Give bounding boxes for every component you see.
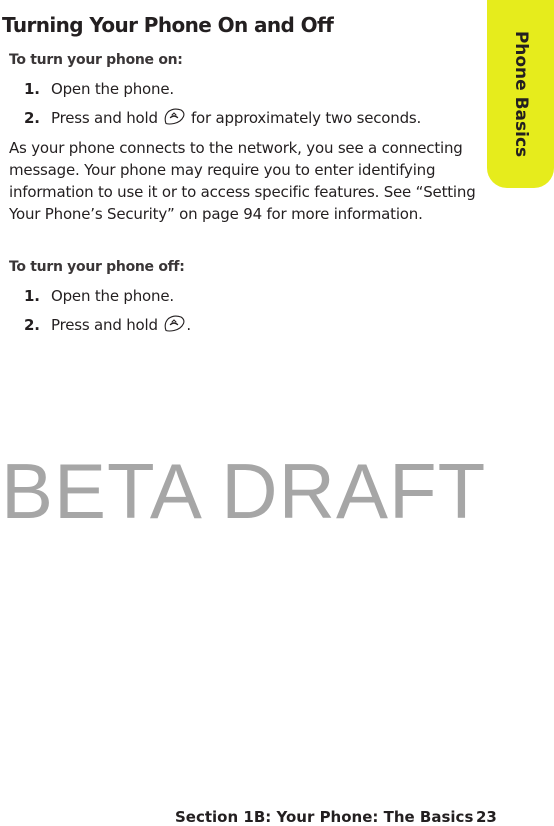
footer-section-title: Section 1B: Your Phone: The Basics <box>175 808 474 826</box>
page-title: Turning Your Phone On and Off <box>2 13 334 37</box>
turn-on-heading: To turn your phone on: <box>9 52 183 68</box>
step-text-before: Press and hold <box>51 316 158 334</box>
step-number: 2. <box>24 109 40 127</box>
step-number: 1. <box>24 287 40 305</box>
turn-on-step-1 <box>24 80 174 98</box>
beta-draft-watermark: BETA DRAFT <box>1 447 487 535</box>
step-text: Open the phone. <box>51 80 174 98</box>
connecting-paragraph: As your phone connects to the network, you see a connecting message. Your phone may require you to enter identifying information to use it or to access specific features. See “Setting Your Phone’s Security” on page 94 for more information. <box>9 139 476 223</box>
step-text-before: Press and hold <box>51 109 158 127</box>
step-number: 1. <box>24 80 40 98</box>
turn-off-step-1 <box>24 287 174 305</box>
turn-off-heading: To turn your phone off: <box>9 259 185 275</box>
footer-page-number: 23 <box>476 808 497 826</box>
step-text-after: . <box>186 316 191 334</box>
turn-on-step-2 <box>24 108 421 127</box>
step-text-after: for approximately two seconds. <box>190 109 422 127</box>
side-tab <box>487 0 554 188</box>
end-key-icon <box>162 108 186 125</box>
step-number: 2. <box>24 316 40 334</box>
step-text: Open the phone. <box>51 287 174 305</box>
end-key-icon <box>162 315 186 332</box>
side-tab-label: Phone Basics <box>511 30 531 158</box>
turn-off-step-2 <box>24 315 191 334</box>
